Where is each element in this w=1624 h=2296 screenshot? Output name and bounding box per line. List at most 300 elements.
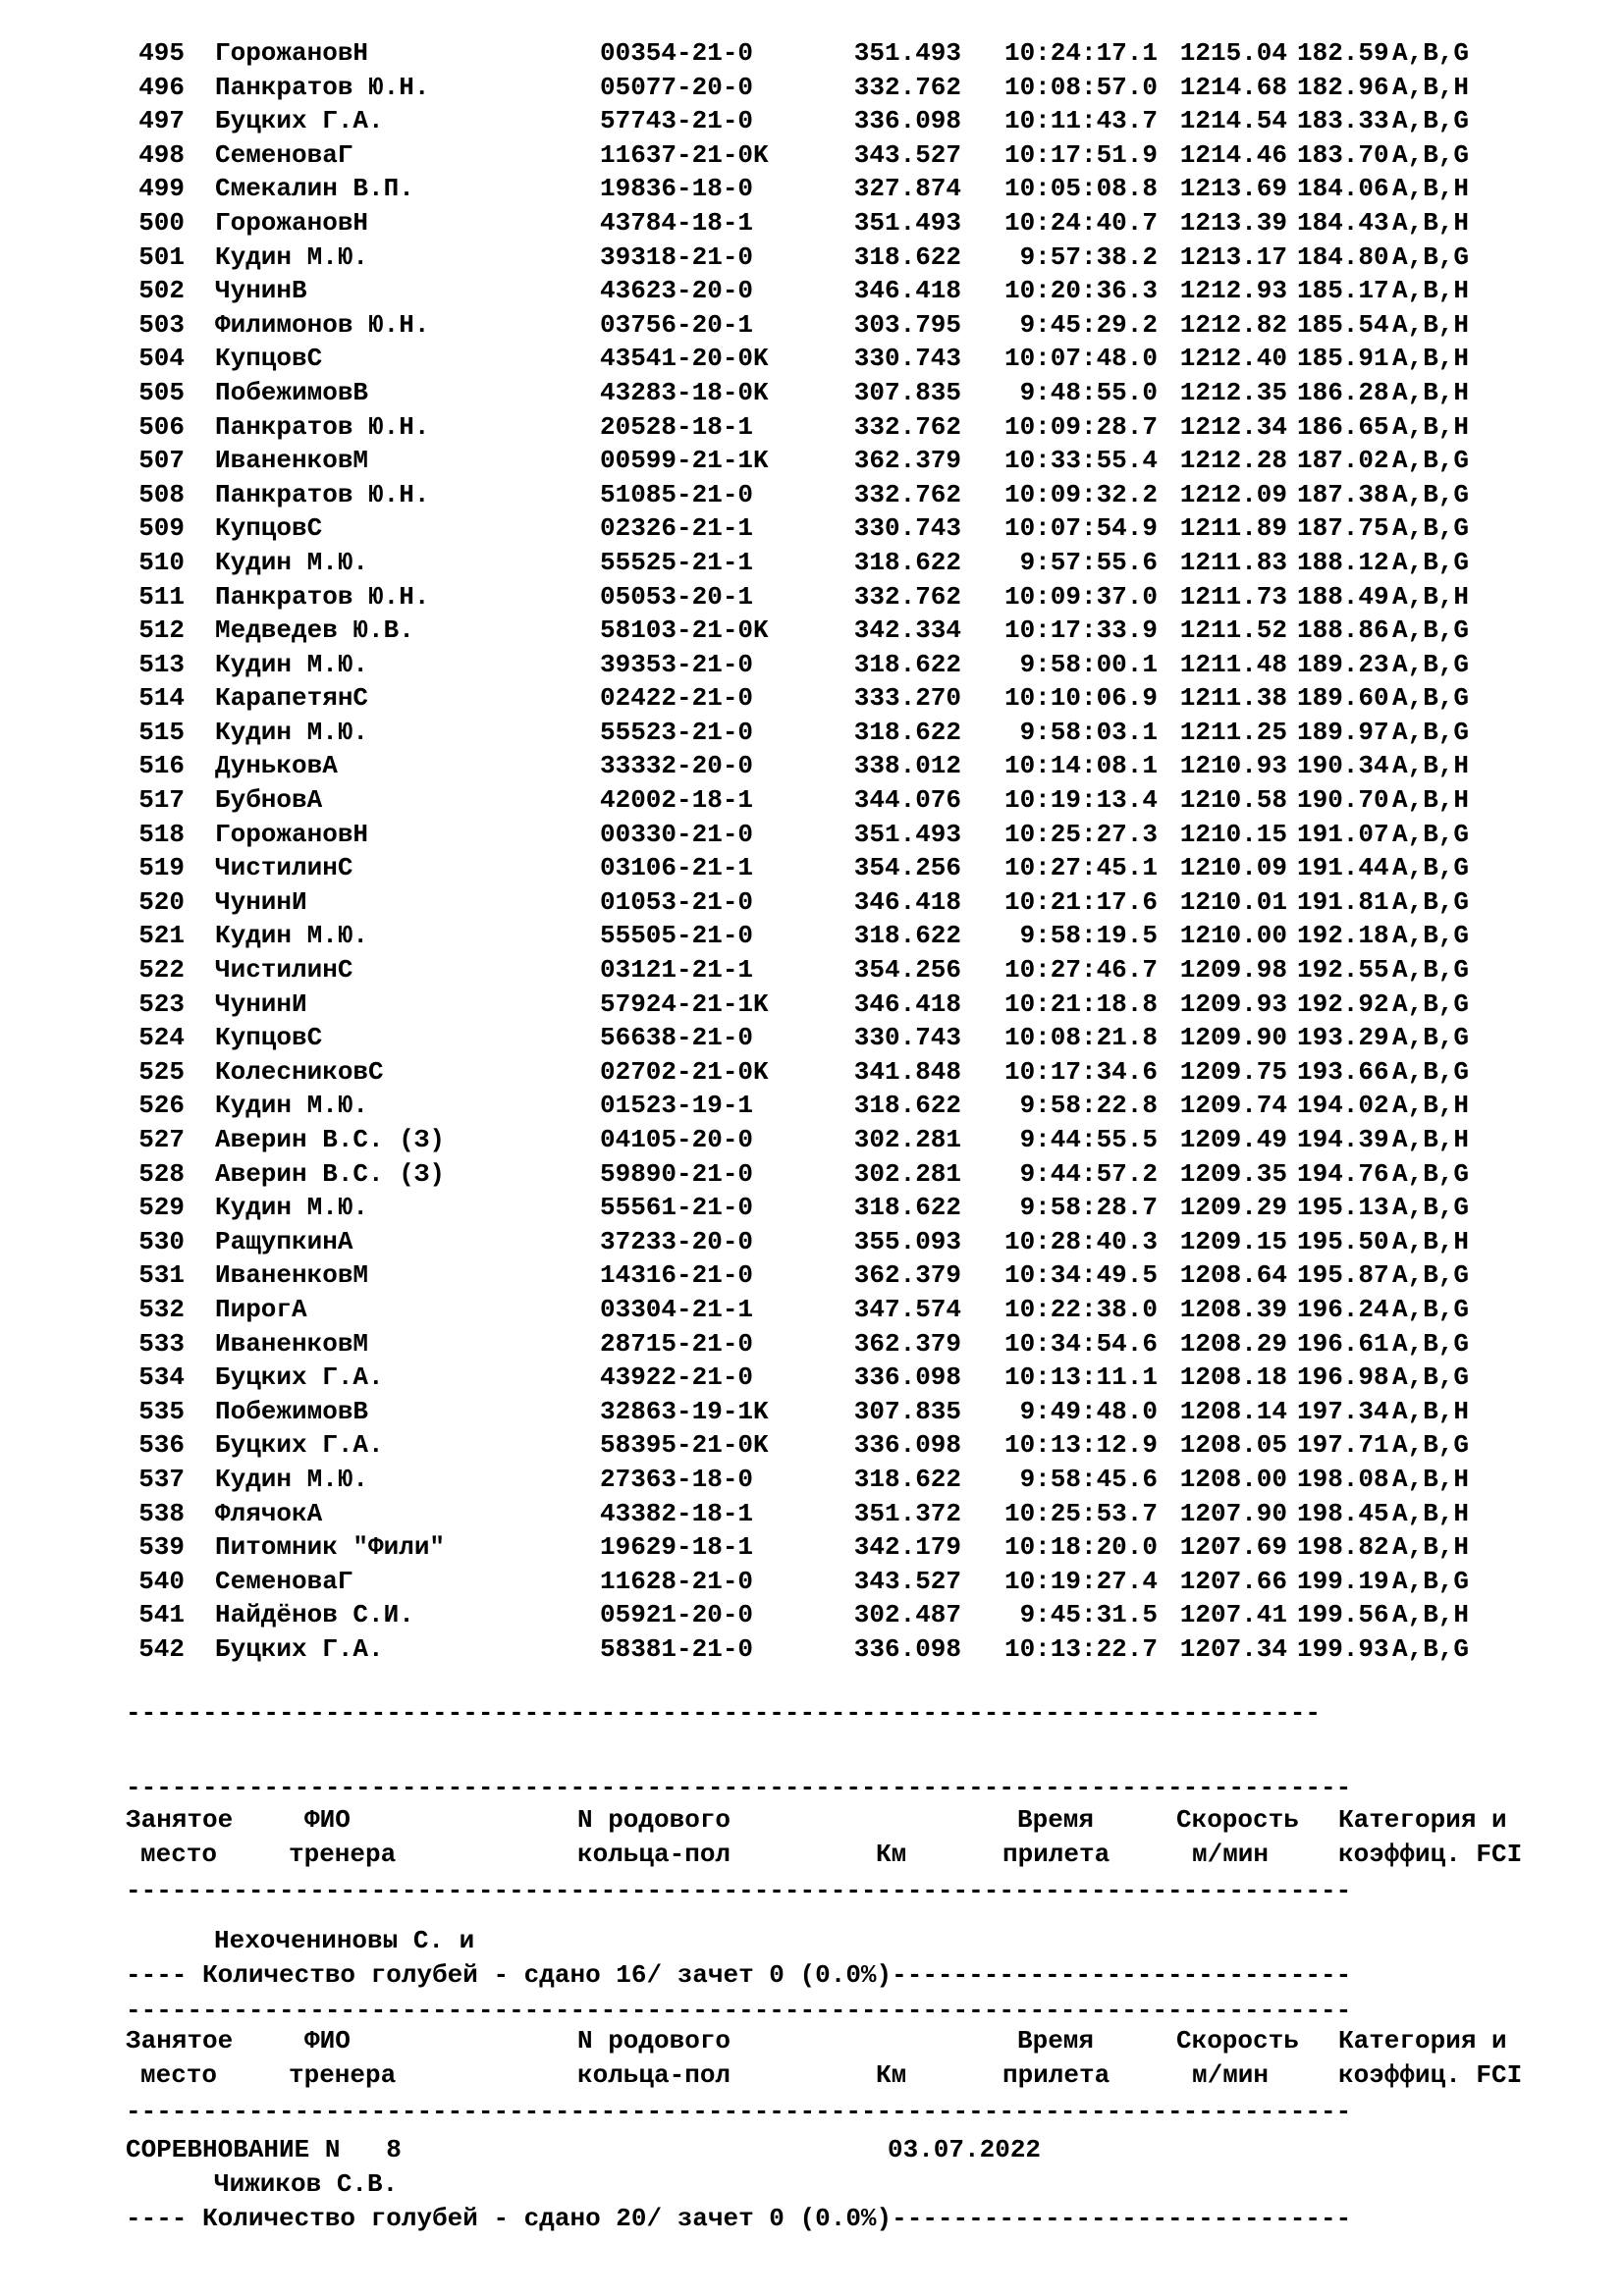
table-row: [126, 1258, 1579, 1293]
row-arrival-time: 10:07:48.0: [1003, 344, 1158, 374]
row-speed: 1208.00: [1179, 1464, 1287, 1494]
header-time: Время: [1017, 2026, 1095, 2056]
row-speed: 1211.38: [1179, 683, 1287, 714]
row-ring-number: 02702-21-0K: [600, 1056, 769, 1087]
row-pigeon-owner: Кудин М.Ю.: [215, 649, 369, 679]
row-speed: 1207.34: [1179, 1633, 1287, 1664]
row-speed: 1214.46: [1179, 139, 1287, 170]
row-place: 509: [138, 513, 185, 544]
header-fio-2: тренера: [289, 2060, 397, 2090]
row-distance: 318.622: [853, 1464, 961, 1494]
row-ring-number: 43922-21-0: [600, 1362, 754, 1393]
row-ring-number: 37233-20-0: [600, 1226, 754, 1256]
table-row: [126, 783, 1579, 818]
row-place: 496: [138, 72, 185, 102]
row-distance: 351.372: [853, 1498, 961, 1528]
row-pigeon-owner: Буцких Г.А.: [215, 1633, 384, 1664]
row-pigeon-owner: ИваненковМ: [215, 1260, 369, 1291]
row-place: 502: [138, 276, 185, 306]
row-place: 520: [138, 886, 185, 917]
row-coefficient: 189.23: [1297, 649, 1389, 679]
row-category: A,B,H: [1392, 1498, 1470, 1528]
row-place: 542: [138, 1633, 185, 1664]
table-row: [126, 1293, 1579, 1327]
row-speed: 1209.35: [1179, 1158, 1287, 1189]
row-category: A,B,G: [1392, 853, 1470, 883]
row-coefficient: 193.66: [1297, 1056, 1389, 1087]
row-speed: 1210.15: [1179, 819, 1287, 849]
row-arrival-time: 10:24:17.1: [1003, 38, 1158, 68]
row-place: 518: [138, 819, 185, 849]
table-row: [126, 342, 1579, 376]
table-row: [126, 1225, 1579, 1259]
row-speed: 1209.74: [1179, 1091, 1287, 1121]
row-speed: 1211.73: [1179, 581, 1287, 612]
trainer-name-1: Нехочениновы С. и: [214, 1926, 475, 1955]
row-category: A,B,G: [1392, 615, 1470, 646]
header-ring-2: кольца-пол: [577, 2060, 731, 2090]
row-distance: 332.762: [853, 581, 961, 612]
row-coefficient: 190.34: [1297, 751, 1389, 781]
row-coefficient: 195.87: [1297, 1260, 1389, 1291]
row-place: 536: [138, 1430, 185, 1461]
row-category: A,B,H: [1392, 751, 1470, 781]
header-2-top-divider: --------------------------------------------------------------------------------: [126, 1996, 1352, 2025]
row-ring-number: 43784-18-1: [600, 207, 754, 238]
header-2-bottom-divider: --------------------------------------------------------------------------------: [126, 2097, 1352, 2126]
row-pigeon-owner: СеменоваГ: [215, 1566, 353, 1596]
row-coefficient: 194.76: [1297, 1158, 1389, 1189]
row-speed: 1210.09: [1179, 853, 1287, 883]
row-pigeon-owner: Медведев Ю.В.: [215, 615, 414, 646]
row-pigeon-owner: КупцовС: [215, 513, 323, 544]
header-category: Категория и: [1338, 1805, 1507, 1835]
header-place: Занятое: [126, 1805, 234, 1835]
header-fio: ФИО: [304, 2026, 351, 2056]
row-coefficient: 199.93: [1297, 1633, 1389, 1664]
row-pigeon-owner: Панкратов Ю.Н.: [215, 581, 430, 612]
results-table: [126, 36, 1579, 1667]
row-pigeon-owner: КупцовС: [215, 344, 323, 374]
row-speed: 1209.29: [1179, 1193, 1287, 1223]
table-row: [126, 1632, 1579, 1667]
row-distance: 336.098: [853, 1633, 961, 1664]
row-place: 526: [138, 1091, 185, 1121]
row-ring-number: 57743-21-0: [600, 106, 754, 136]
row-place: 531: [138, 1260, 185, 1291]
header-time-2: прилета: [1002, 2060, 1110, 2090]
row-distance: 346.418: [853, 276, 961, 306]
row-pigeon-owner: Аверин В.С. (З): [215, 1125, 446, 1154]
row-speed: 1207.69: [1179, 1532, 1287, 1563]
table-row: [126, 274, 1579, 308]
row-category: A,B,G: [1392, 717, 1470, 747]
row-category: A,B,H: [1392, 1125, 1470, 1154]
row-coefficient: 192.18: [1297, 921, 1389, 951]
row-pigeon-owner: Смекалин В.П.: [215, 174, 414, 204]
row-category: A,B,G: [1392, 1023, 1470, 1053]
table-row: [126, 818, 1579, 852]
row-category: A,B,G: [1392, 1362, 1470, 1393]
row-category: A,B,H: [1392, 581, 1470, 612]
row-pigeon-owner: ПобежимовВ: [215, 377, 369, 407]
row-place: 533: [138, 1328, 185, 1359]
row-coefficient: 186.28: [1297, 377, 1389, 407]
row-coefficient: 194.39: [1297, 1125, 1389, 1154]
table-row: [126, 1055, 1579, 1090]
row-ring-number: 55523-21-0: [600, 717, 754, 747]
row-ring-number: 28715-21-0: [600, 1328, 754, 1359]
row-arrival-time: 10:14:08.1: [1003, 751, 1158, 781]
row-category: A,B,G: [1392, 1056, 1470, 1087]
row-distance: 362.379: [853, 1260, 961, 1291]
row-coefficient: 191.81: [1297, 886, 1389, 917]
row-speed: 1209.75: [1179, 1056, 1287, 1087]
row-coefficient: 185.54: [1297, 309, 1389, 340]
row-coefficient: 186.65: [1297, 411, 1389, 442]
row-pigeon-owner: Кудин М.Ю.: [215, 717, 369, 747]
row-coefficient: 184.43: [1297, 207, 1389, 238]
row-ring-number: 00354-21-0: [600, 38, 754, 68]
row-arrival-time: 10:09:28.7: [1003, 411, 1158, 442]
table-row: [126, 580, 1579, 614]
row-category: A,B,H: [1392, 411, 1470, 442]
row-arrival-time: 9:58:22.8: [1019, 1091, 1158, 1121]
row-arrival-time: 10:13:22.7: [1003, 1633, 1158, 1664]
row-arrival-time: 10:25:53.7: [1003, 1498, 1158, 1528]
row-speed: 1208.18: [1179, 1362, 1287, 1393]
row-pigeon-owner: Кудин М.Ю.: [215, 921, 369, 951]
header-speed-2: м/мин: [1192, 2060, 1270, 2090]
row-distance: 302.487: [853, 1600, 961, 1630]
row-ring-number: 43283-18-0K: [600, 377, 769, 407]
row-arrival-time: 10:09:32.2: [1003, 479, 1158, 509]
header-speed: Скорость: [1176, 2026, 1299, 2056]
row-speed: 1213.17: [1179, 241, 1287, 272]
row-arrival-time: 9:44:55.5: [1019, 1125, 1158, 1154]
row-distance: 342.334: [853, 615, 961, 646]
header-time: Время: [1017, 1805, 1095, 1835]
row-place: 513: [138, 649, 185, 679]
table-row: [126, 1361, 1579, 1395]
row-ring-number: 03756-20-1: [600, 309, 754, 340]
table-row: [126, 444, 1579, 478]
row-ring-number: 43382-18-1: [600, 1498, 754, 1528]
row-ring-number: 19629-18-1: [600, 1532, 754, 1563]
row-place: 503: [138, 309, 185, 340]
row-speed: 1209.98: [1179, 955, 1287, 986]
row-category: A,B,G: [1392, 1193, 1470, 1223]
header-ring: N родового: [577, 1805, 731, 1835]
row-arrival-time: 10:13:11.1: [1003, 1362, 1158, 1393]
row-coefficient: 194.02: [1297, 1091, 1389, 1121]
row-speed: 1212.40: [1179, 344, 1287, 374]
table-row: [126, 851, 1579, 885]
row-place: 537: [138, 1464, 185, 1494]
row-ring-number: 51085-21-0: [600, 479, 754, 509]
row-pigeon-owner: СеменоваГ: [215, 139, 353, 170]
row-place: 521: [138, 921, 185, 951]
row-coefficient: 191.44: [1297, 853, 1389, 883]
row-ring-number: 58103-21-0K: [600, 615, 769, 646]
row-coefficient: 184.80: [1297, 241, 1389, 272]
row-category: A,B,G: [1392, 106, 1470, 136]
row-place: 497: [138, 106, 185, 136]
row-arrival-time: 10:09:37.0: [1003, 581, 1158, 612]
row-category: A,B,G: [1392, 139, 1470, 170]
row-coefficient: 192.92: [1297, 988, 1389, 1019]
row-speed: 1215.04: [1179, 38, 1287, 68]
row-arrival-time: 9:58:19.5: [1019, 921, 1158, 951]
row-ring-number: 02422-21-0: [600, 683, 754, 714]
row-place: 512: [138, 615, 185, 646]
row-place: 527: [138, 1125, 185, 1154]
row-speed: 1207.66: [1179, 1566, 1287, 1596]
table-row: [126, 1530, 1579, 1565]
row-coefficient: 196.61: [1297, 1328, 1389, 1359]
row-speed: 1211.89: [1179, 513, 1287, 544]
row-coefficient: 195.13: [1297, 1193, 1389, 1223]
table-end-divider: ------------------------------------------------------------------------------: [126, 1698, 1321, 1728]
row-ring-number: 58381-21-0: [600, 1633, 754, 1664]
row-place: 532: [138, 1294, 185, 1324]
row-pigeon-owner: Кудин М.Ю.: [215, 1464, 369, 1494]
row-category: A,B,H: [1392, 276, 1470, 306]
row-pigeon-owner: Аверин В.С. (З): [215, 1158, 446, 1189]
row-category: A,B,G: [1392, 1158, 1470, 1189]
row-ring-number: 42002-18-1: [600, 785, 754, 816]
row-category: A,B,H: [1392, 785, 1470, 816]
row-distance: 346.418: [853, 988, 961, 1019]
row-place: 530: [138, 1226, 185, 1256]
row-category: A,B,G: [1392, 513, 1470, 544]
row-pigeon-owner: ДуньковА: [215, 751, 338, 781]
row-pigeon-owner: Панкратов Ю.Н.: [215, 479, 430, 509]
row-distance: 354.256: [853, 853, 961, 883]
row-arrival-time: 10:27:45.1: [1003, 853, 1158, 883]
row-distance: 362.379: [853, 446, 961, 476]
row-distance: 318.622: [853, 717, 961, 747]
row-place: 514: [138, 683, 185, 714]
row-coefficient: 189.60: [1297, 683, 1389, 714]
row-coefficient: 198.08: [1297, 1464, 1389, 1494]
row-speed: 1208.39: [1179, 1294, 1287, 1324]
row-ring-number: 59890-21-0: [600, 1158, 754, 1189]
row-arrival-time: 10:24:40.7: [1003, 207, 1158, 238]
row-category: A,B,G: [1392, 886, 1470, 917]
table-row: [126, 511, 1579, 546]
row-pigeon-owner: Панкратов Ю.Н.: [215, 72, 430, 102]
row-coefficient: 198.82: [1297, 1532, 1389, 1563]
row-speed: 1211.52: [1179, 615, 1287, 646]
header-place-2: место: [140, 1840, 218, 1869]
row-distance: 354.256: [853, 955, 961, 986]
row-ring-number: 33332-20-0: [600, 751, 754, 781]
row-pigeon-owner: Найдёнов С.И.: [215, 1600, 414, 1630]
table-row: [126, 308, 1579, 343]
row-place: 495: [138, 38, 185, 68]
row-ring-number: 32863-19-1K: [600, 1396, 769, 1426]
row-coefficient: 183.33: [1297, 106, 1389, 136]
row-distance: 330.743: [853, 344, 961, 374]
row-pigeon-owner: КолесниковС: [215, 1056, 384, 1087]
header-speed: Скорость: [1176, 1805, 1299, 1835]
row-distance: 336.098: [853, 1430, 961, 1461]
row-arrival-time: 10:22:38.0: [1003, 1294, 1158, 1324]
row-ring-number: 05053-20-1: [600, 581, 754, 612]
row-pigeon-owner: ИваненковМ: [215, 446, 369, 476]
row-ring-number: 11637-21-0K: [600, 139, 769, 170]
row-place: 541: [138, 1600, 185, 1630]
row-coefficient: 197.71: [1297, 1430, 1389, 1461]
row-ring-number: 58395-21-0K: [600, 1430, 769, 1461]
row-pigeon-owner: Буцких Г.А.: [215, 106, 384, 136]
row-distance: 351.493: [853, 207, 961, 238]
header-category-2: коэффиц. FCI: [1338, 2060, 1523, 2090]
row-coefficient: 185.17: [1297, 276, 1389, 306]
table-row: [126, 410, 1579, 445]
row-ring-number: 19836-18-0: [600, 174, 754, 204]
table-row: [126, 988, 1579, 1022]
row-speed: 1210.93: [1179, 751, 1287, 781]
row-coefficient: 184.06: [1297, 174, 1389, 204]
header-ring-2: кольца-пол: [577, 1840, 731, 1869]
row-distance: 318.622: [853, 547, 961, 577]
row-speed: 1208.64: [1179, 1260, 1287, 1291]
row-distance: 355.093: [853, 1226, 961, 1256]
row-arrival-time: 9:45:31.5: [1019, 1600, 1158, 1630]
row-ring-number: 01053-21-0: [600, 886, 754, 917]
row-speed: 1211.48: [1179, 649, 1287, 679]
row-ring-number: 27363-18-0: [600, 1464, 754, 1494]
row-arrival-time: 10:21:17.6: [1003, 886, 1158, 917]
row-speed: 1209.15: [1179, 1226, 1287, 1256]
row-coefficient: 188.49: [1297, 581, 1389, 612]
row-arrival-time: 10:20:36.3: [1003, 276, 1158, 306]
table-row: [126, 71, 1579, 105]
row-distance: 332.762: [853, 411, 961, 442]
table-row: [126, 1327, 1579, 1362]
row-pigeon-owner: Буцких Г.А.: [215, 1362, 384, 1393]
row-distance: 302.281: [853, 1125, 961, 1154]
row-distance: 330.743: [853, 1023, 961, 1053]
table-row: [126, 1428, 1579, 1463]
row-place: 517: [138, 785, 185, 816]
table-row: [126, 1497, 1579, 1531]
row-speed: 1208.05: [1179, 1430, 1287, 1461]
table-row: [126, 885, 1579, 920]
row-distance: 344.076: [853, 785, 961, 816]
row-arrival-time: 10:08:57.0: [1003, 72, 1158, 102]
row-ring-number: 39353-21-0: [600, 649, 754, 679]
row-coefficient: 196.24: [1297, 1294, 1389, 1324]
row-place: 498: [138, 139, 185, 170]
row-category: A,B,G: [1392, 38, 1470, 68]
row-coefficient: 199.56: [1297, 1600, 1389, 1630]
row-ring-number: 56638-21-0: [600, 1023, 754, 1053]
row-coefficient: 195.50: [1297, 1226, 1389, 1256]
row-pigeon-owner: Буцких Г.А.: [215, 1430, 384, 1461]
header-category: Категория и: [1338, 2026, 1507, 2056]
row-arrival-time: 9:57:38.2: [1019, 241, 1158, 272]
row-ring-number: 03106-21-1: [600, 853, 754, 883]
table-row: [126, 172, 1579, 206]
row-speed: 1214.68: [1179, 72, 1287, 102]
row-coefficient: 199.19: [1297, 1566, 1389, 1596]
row-arrival-time: 9:58:00.1: [1019, 649, 1158, 679]
header-category-2: коэффиц. FCI: [1338, 1840, 1523, 1869]
row-speed: 1209.93: [1179, 988, 1287, 1019]
table-row: [126, 1463, 1579, 1497]
row-arrival-time: 9:57:55.6: [1019, 547, 1158, 577]
row-pigeon-owner: ФлячокА: [215, 1498, 323, 1528]
row-category: A,B,G: [1392, 1633, 1470, 1664]
row-arrival-time: 10:13:12.9: [1003, 1430, 1158, 1461]
row-speed: 1209.49: [1179, 1125, 1287, 1154]
row-distance: 327.874: [853, 174, 961, 204]
row-speed: 1213.69: [1179, 174, 1287, 204]
row-place: 538: [138, 1498, 185, 1528]
row-pigeon-owner: Кудин М.Ю.: [215, 1091, 369, 1121]
row-distance: 333.270: [853, 683, 961, 714]
row-category: A,B,H: [1392, 1091, 1470, 1121]
row-ring-number: 43623-20-0: [600, 276, 754, 306]
header-time-2: прилета: [1002, 1840, 1110, 1869]
count-line-1: ---- Количество голубей - сдано 16/ зачет 0 (0.0%)------------------------------: [126, 1960, 1352, 1990]
header-place: Занятое: [126, 2026, 234, 2056]
row-arrival-time: 10:28:40.3: [1003, 1226, 1158, 1256]
row-pigeon-owner: ЧистилинС: [215, 955, 353, 986]
row-arrival-time: 10:17:34.6: [1003, 1056, 1158, 1087]
row-arrival-time: 10:19:13.4: [1003, 785, 1158, 816]
row-place: 524: [138, 1023, 185, 1053]
table-row: [126, 104, 1579, 138]
row-arrival-time: 9:58:45.6: [1019, 1464, 1158, 1494]
row-place: 519: [138, 853, 185, 883]
row-arrival-time: 9:58:28.7: [1019, 1193, 1158, 1223]
row-speed: 1214.54: [1179, 106, 1287, 136]
row-coefficient: 188.12: [1297, 547, 1389, 577]
row-coefficient: 188.86: [1297, 615, 1389, 646]
row-arrival-time: 10:25:27.3: [1003, 819, 1158, 849]
row-place: 511: [138, 581, 185, 612]
table-row: [126, 546, 1579, 580]
row-pigeon-owner: РащупкинА: [215, 1226, 353, 1256]
row-arrival-time: 9:48:55.0: [1019, 377, 1158, 407]
row-place: 525: [138, 1056, 185, 1087]
row-distance: 318.622: [853, 1091, 961, 1121]
row-pigeon-owner: Филимонов Ю.Н.: [215, 309, 430, 340]
header-place-2: место: [140, 2060, 218, 2090]
row-ring-number: 57924-21-1K: [600, 988, 769, 1019]
row-speed: 1212.34: [1179, 411, 1287, 442]
row-place: 499: [138, 174, 185, 204]
row-pigeon-owner: Кудин М.Ю.: [215, 241, 369, 272]
row-speed: 1208.29: [1179, 1328, 1287, 1359]
row-ring-number: 03304-21-1: [600, 1294, 754, 1324]
row-category: A,B,G: [1392, 1430, 1470, 1461]
row-category: A,B,H: [1392, 1226, 1470, 1256]
table-row: [126, 716, 1579, 750]
row-coefficient: 192.55: [1297, 955, 1389, 986]
row-pigeon-owner: Панкратов Ю.Н.: [215, 411, 430, 442]
row-place: 508: [138, 479, 185, 509]
row-speed: 1210.58: [1179, 785, 1287, 816]
row-pigeon-owner: Кудин М.Ю.: [215, 1193, 369, 1223]
row-ring-number: 05077-20-0: [600, 72, 754, 102]
row-place: 535: [138, 1396, 185, 1426]
row-category: A,B,H: [1392, 344, 1470, 374]
